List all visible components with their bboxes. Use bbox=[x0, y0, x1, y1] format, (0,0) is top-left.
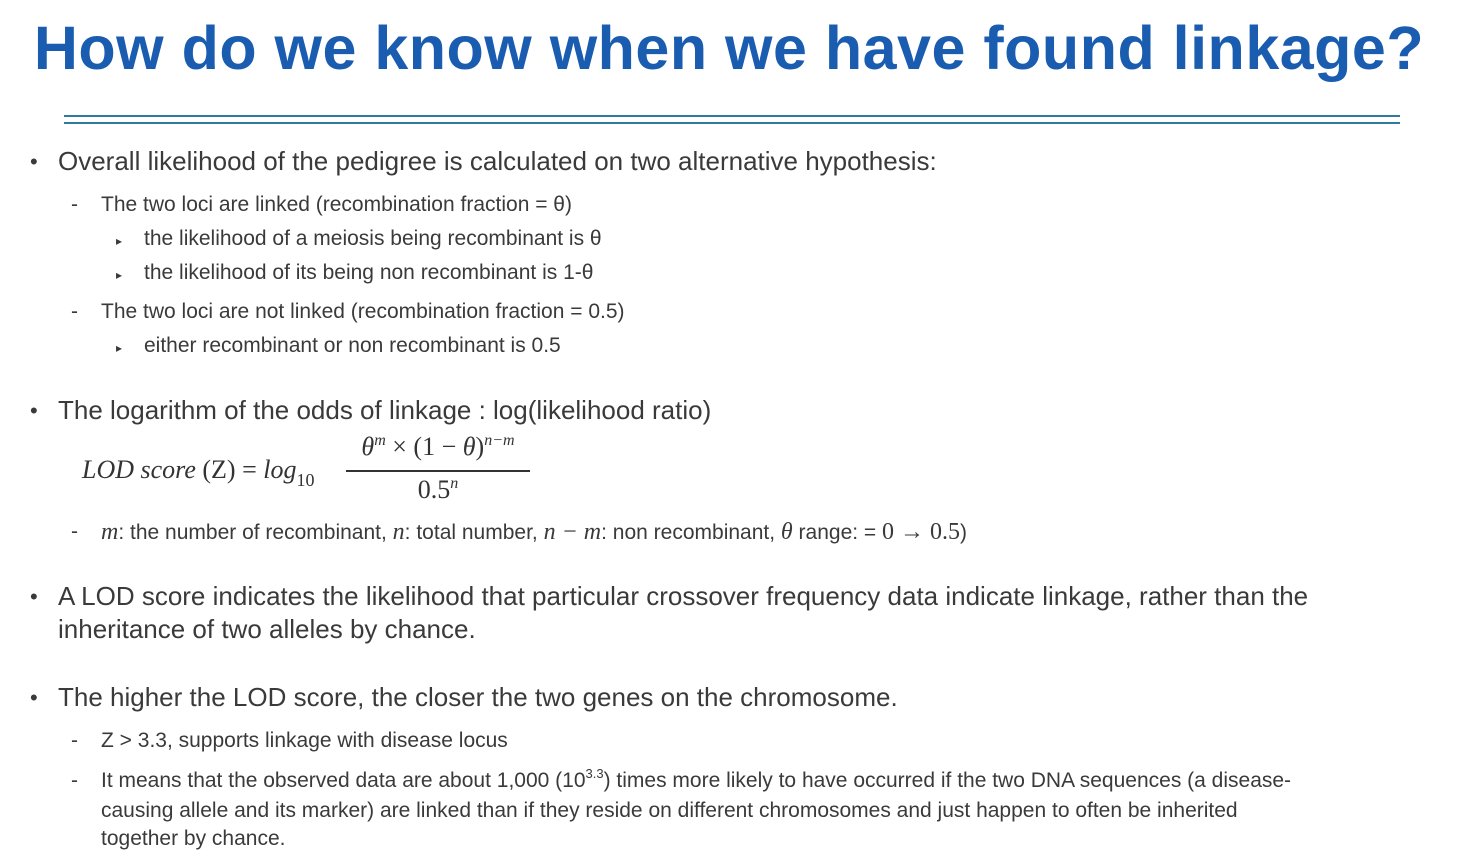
slide-title: How do we know when we have found linkage? bbox=[33, 14, 1425, 82]
sub-item-definitions: - m: the number of recombinant, n: total number, n − m: non recombinant, θ range: = 0 → 0.5) bbox=[71, 519, 968, 545]
sub-item-line1: It means that the observed data are about 1,000 $(10^{3.3})$ times more likely to have occurred if the two DNA sequences (a disease- bbox=[101, 766, 1292, 792]
lod-formula bbox=[82, 432, 552, 507]
bullet-icon: • bbox=[30, 685, 38, 710]
sub-sub-item-text: either recombinant or non recombinant is 0.5 bbox=[144, 334, 561, 357]
sub-sub-item-either bbox=[116, 332, 561, 360]
sub-item-threshold bbox=[71, 727, 508, 755]
sub-sub-item-recombinant bbox=[116, 225, 602, 253]
formula-numerator: $\theta^m \times (1 - \theta)^{n-m}$ bbox=[361, 432, 515, 461]
bullet-text: The logarithm of the odds of linkage : log(likelihood ratio) bbox=[58, 395, 712, 425]
dash-icon: - bbox=[71, 520, 78, 543]
sub-item-text: The two loci are not linked (recombination fraction = 0.5) bbox=[101, 300, 625, 323]
sub-item-not-linked bbox=[71, 298, 625, 326]
bullet-higher-lod bbox=[30, 681, 898, 714]
sub-item-line3: together by chance. bbox=[101, 827, 286, 850]
formula-denominator: 0.5$^n$ bbox=[417, 475, 459, 504]
bullet-icon: • bbox=[30, 584, 38, 609]
bullet-logarithm bbox=[30, 394, 712, 427]
dash-icon: - bbox=[71, 300, 78, 323]
arrow-icon: ▸ bbox=[116, 234, 123, 248]
dash-icon: - bbox=[71, 193, 78, 216]
sub-sub-item-text: the likelihood of a meiosis being recombinant is θ bbox=[144, 227, 602, 250]
formula-lhs: LOD score $(Z) = \log_{10}$ bbox=[82, 455, 315, 490]
sub-sub-item-non-recombinant bbox=[116, 259, 594, 287]
sub-item-meaning bbox=[71, 766, 1441, 853]
bullet-text: Overall likelihood of the pedigree is calculated on two alternative hypothesis: bbox=[58, 146, 937, 176]
sub-item-line2: causing allele and its marker) are linked than if they reside on different chromosomes and just happen to often be inherited bbox=[101, 799, 1238, 822]
bullet-text-line1: A LOD score indicates the likelihood that particular crossover frequency data indicate linkage, rather than the bbox=[58, 581, 1309, 611]
sub-item-text: The two loci are linked (recombination fraction = θ) bbox=[101, 193, 572, 216]
bullet-likelihood bbox=[30, 145, 937, 178]
bullet-lod-score bbox=[30, 580, 1438, 646]
title-divider-top bbox=[64, 115, 1400, 117]
bullet-icon: • bbox=[30, 149, 38, 174]
arrow-icon: ▸ bbox=[116, 268, 123, 282]
fraction-bar bbox=[346, 470, 530, 472]
bullet-icon: • bbox=[30, 398, 38, 423]
sub-item-linked bbox=[71, 191, 572, 219]
sub-item-text: Z > 3.3, supports linkage with disease locus bbox=[101, 729, 508, 752]
dash-icon: - bbox=[71, 729, 78, 752]
sub-sub-item-text: the likelihood of its being non recombinant is 1-θ bbox=[144, 261, 594, 284]
arrow-icon: ▸ bbox=[116, 341, 123, 355]
bullet-text-line2: inheritance of two alleles by chance. bbox=[58, 614, 476, 644]
dash-icon: - bbox=[71, 769, 78, 792]
title-divider-bottom bbox=[64, 122, 1400, 124]
bullet-text: The higher the LOD score, the closer the two genes on the chromosome. bbox=[58, 682, 898, 712]
